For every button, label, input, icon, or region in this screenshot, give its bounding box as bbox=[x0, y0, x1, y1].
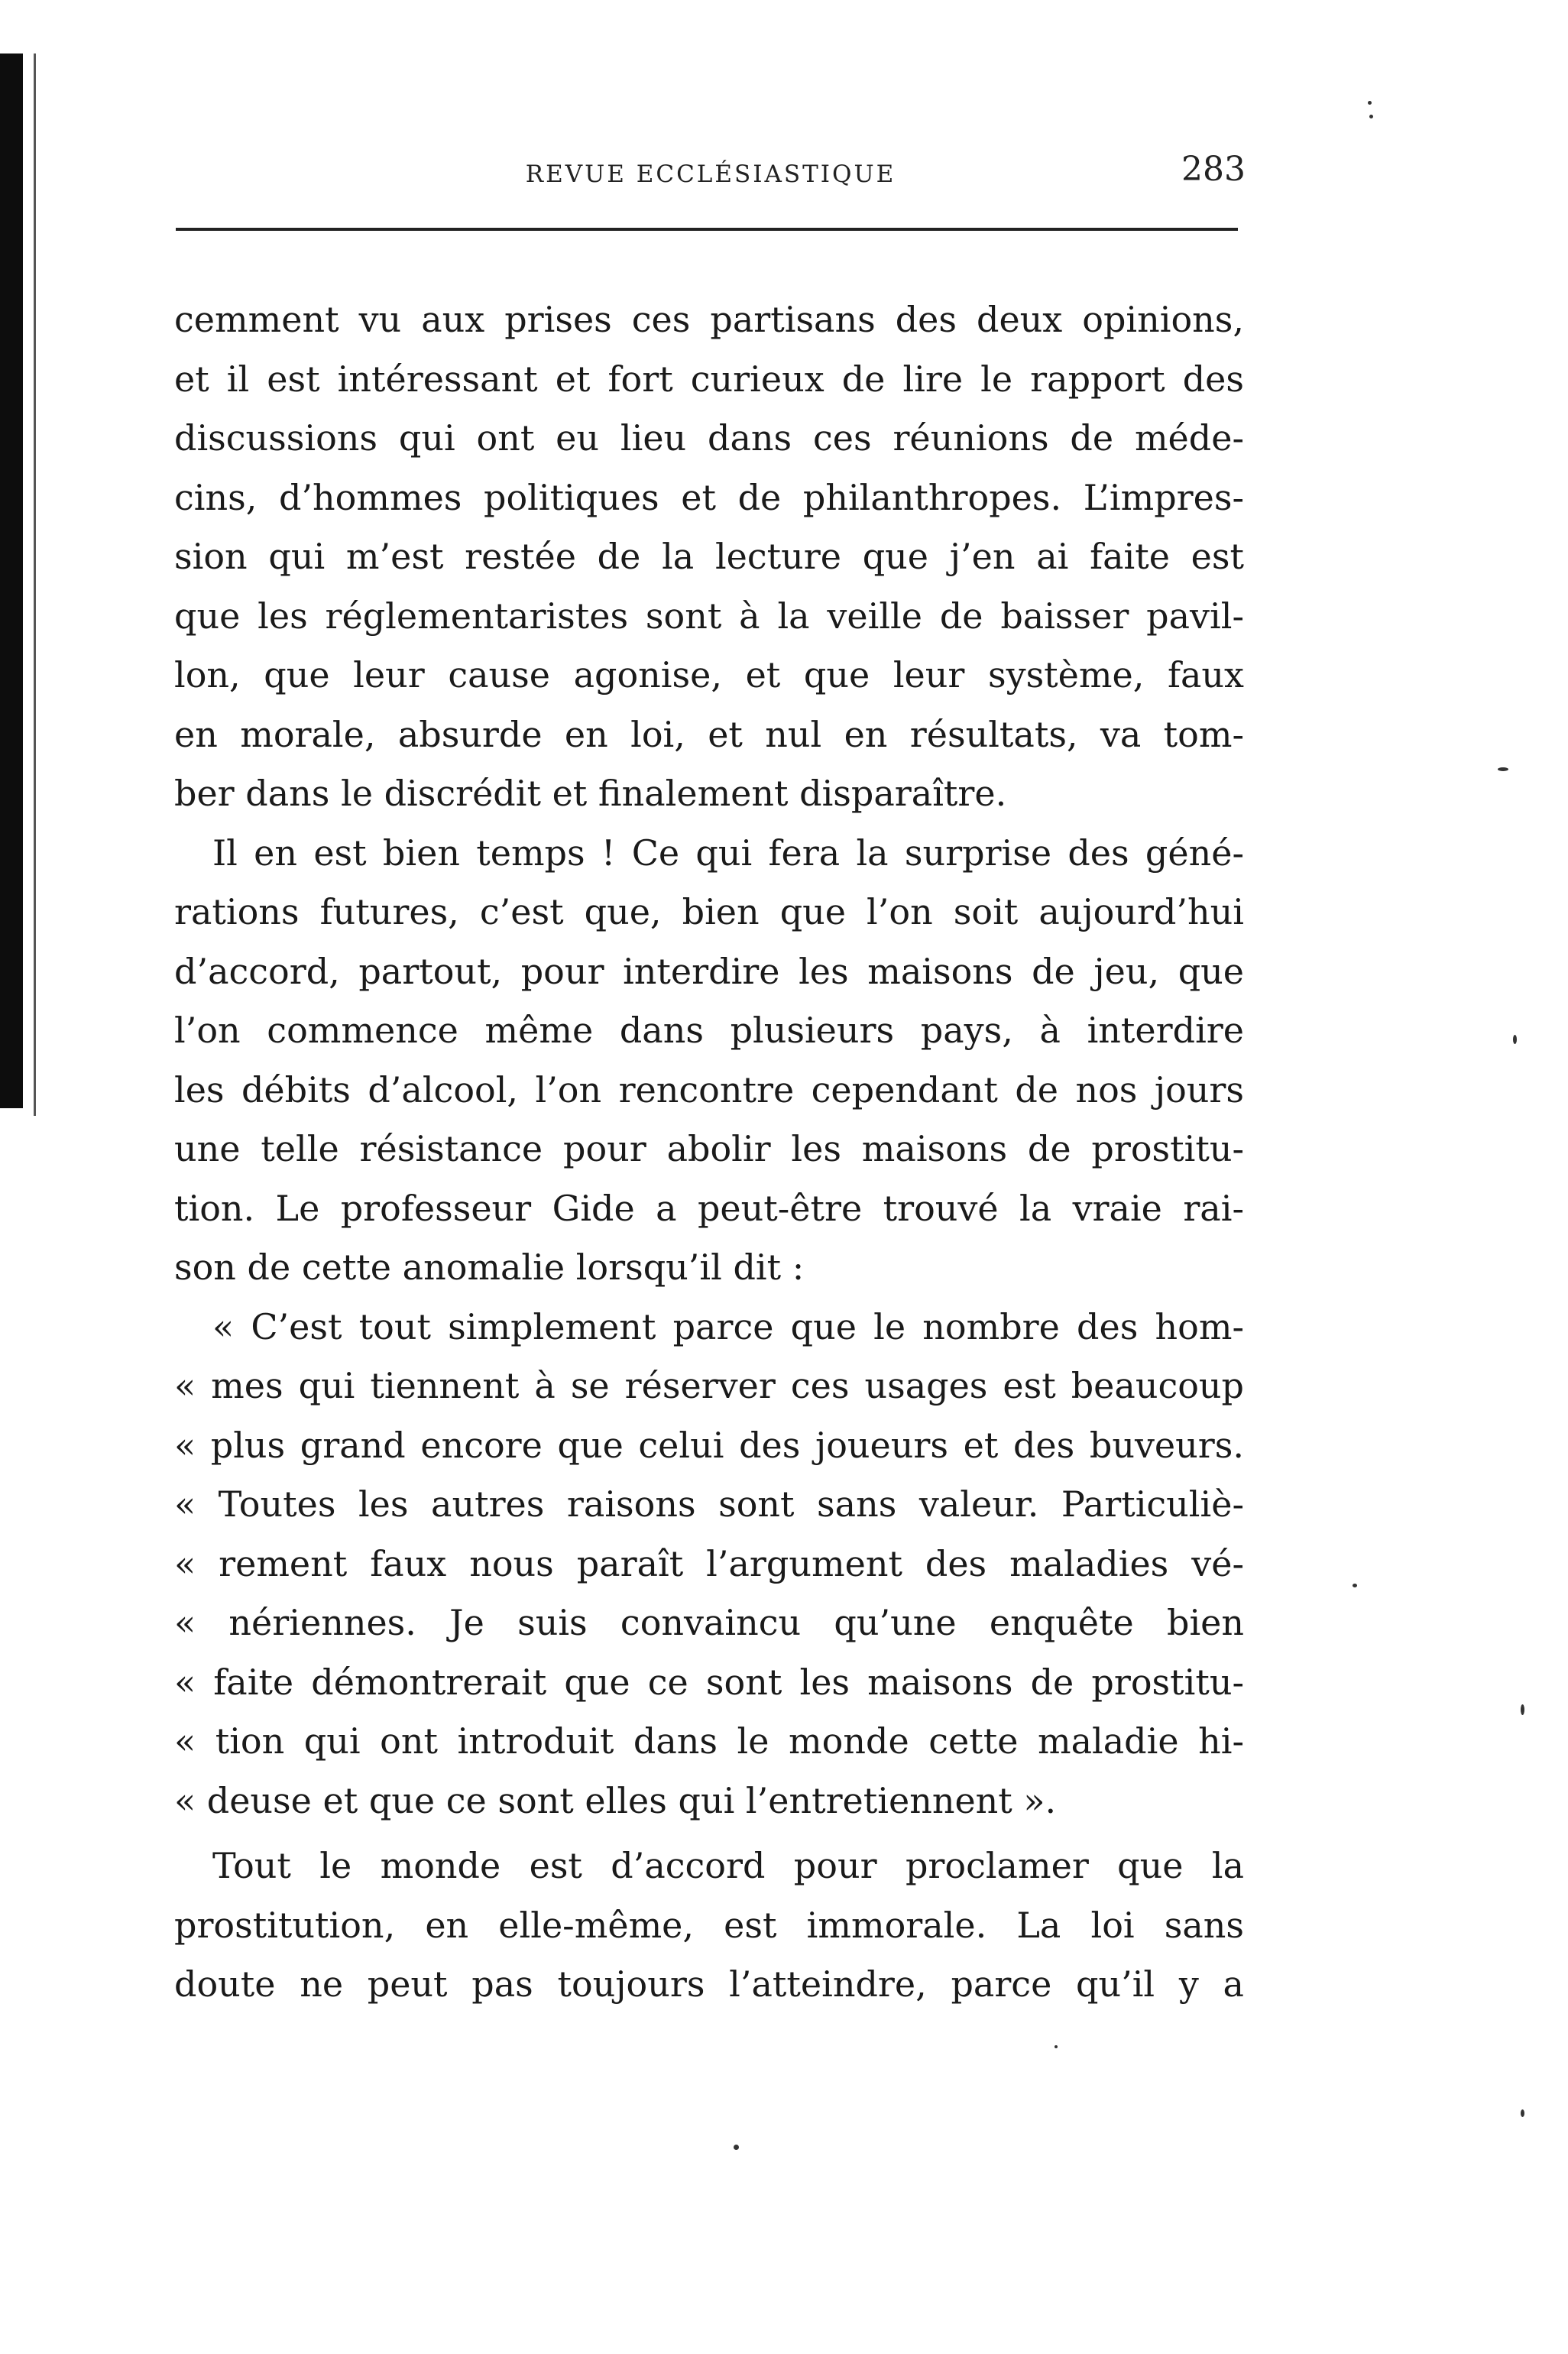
text-line: doute ne peut pas toujours l’atteindre, parce qu’il y a bbox=[174, 1963, 1244, 2005]
body-text bbox=[174, 290, 1244, 2015]
text-line: et il est intéressant et fort curieux de lire le rapport des bbox=[174, 358, 1244, 400]
scan-speck bbox=[1353, 1584, 1357, 1587]
text-line: discussions qui ont eu lieu dans ces réunions de méde- bbox=[174, 417, 1244, 459]
quotation bbox=[174, 1298, 1244, 1831]
text-line: son de cette anomalie lorsqu’il dit : bbox=[174, 1247, 805, 1288]
text-line: en morale, absurde en loi, et nul en résultats, va tom- bbox=[174, 713, 1244, 755]
text-line: tion. Le professeur Gide a peut-être trouvé la vraie rai- bbox=[174, 1187, 1244, 1229]
scan-speck bbox=[1521, 2109, 1524, 2117]
text-line: sion qui m’est restée de la lecture que j’en ai faite est bbox=[174, 536, 1244, 577]
text-line: une telle résistance pour abolir les maisons de prostitu- bbox=[174, 1128, 1244, 1169]
text-line: Il en est bien temps ! Ce qui fera la surprise des géné- bbox=[212, 832, 1244, 874]
text-line: lon, que leur cause agonise, et que leur système, faux bbox=[174, 654, 1244, 696]
scan-speck bbox=[1521, 1704, 1524, 1715]
text-line: « mes qui tiennent à se réserver ces usages est beaucoup bbox=[174, 1365, 1244, 1406]
scan-speck bbox=[1369, 115, 1373, 118]
scan-speck bbox=[1368, 101, 1372, 105]
header-rule bbox=[176, 228, 1238, 231]
page-header bbox=[176, 150, 1246, 196]
text-line: « deuse et que ce sont elles qui l’entretiennent ». bbox=[174, 1779, 1057, 1821]
running-title: REVUE ECCLÉSIASTIQUE bbox=[525, 160, 896, 188]
binding-edge-line bbox=[34, 54, 36, 1116]
text-line: rations futures, c’est que, bien que l’on soit aujourd’hui bbox=[174, 891, 1244, 932]
text-line: que les réglementaristes sont à la veille de baisser pavil- bbox=[174, 595, 1244, 637]
scan-speck bbox=[734, 2145, 739, 2150]
text-line: d’accord, partout, pour interdire les maisons de jeu, que bbox=[174, 950, 1244, 992]
text-line: « plus grand encore que celui des joueurs et des buveurs. bbox=[174, 1424, 1244, 1466]
text-line: Tout le monde est d’accord pour proclamer que la bbox=[212, 1845, 1244, 1886]
text-line: les débits d’alcool, l’on rencontre cependant de nos jours bbox=[174, 1068, 1244, 1111]
scan-speck bbox=[1498, 767, 1508, 771]
text-line: cins, d’hommes politiques et de philanthropes. L’impres- bbox=[174, 476, 1244, 518]
paragraph bbox=[174, 290, 1244, 824]
text-line: « Toutes les autres raisons sont sans valeur. Particuliè- bbox=[174, 1483, 1244, 1525]
text-line: « nériennes. Je suis convaincu qu’une enquête bien bbox=[174, 1602, 1244, 1643]
binding-edge-shadow bbox=[0, 54, 23, 1108]
text-line: prostitution, en elle-même, est immorale. La loi sans bbox=[174, 1904, 1244, 1946]
text-line: « rement faux nous paraît l’argument des maladies vé- bbox=[174, 1542, 1244, 1584]
page-number: 283 bbox=[1181, 150, 1246, 189]
text-line: « C’est tout simplement parce que le nombre des hom- bbox=[212, 1305, 1244, 1347]
text-line: ber dans le discrédit et finalement disparaître. bbox=[174, 773, 1007, 814]
text-line: l’on commence même dans plusieurs pays, à interdire bbox=[174, 1010, 1244, 1051]
paragraph bbox=[174, 1837, 1244, 2015]
paragraph bbox=[174, 824, 1244, 1298]
scan-speck bbox=[1055, 2045, 1058, 2048]
text-line: cemment vu aux prises ces partisans des deux opinions, bbox=[174, 299, 1244, 340]
scan-speck bbox=[1513, 1035, 1517, 1044]
text-line: « tion qui ont introduit dans le monde cette maladie hi- bbox=[174, 1720, 1244, 1762]
text-line: « faite démontrerait que ce sont les maisons de prostitu- bbox=[174, 1661, 1244, 1703]
